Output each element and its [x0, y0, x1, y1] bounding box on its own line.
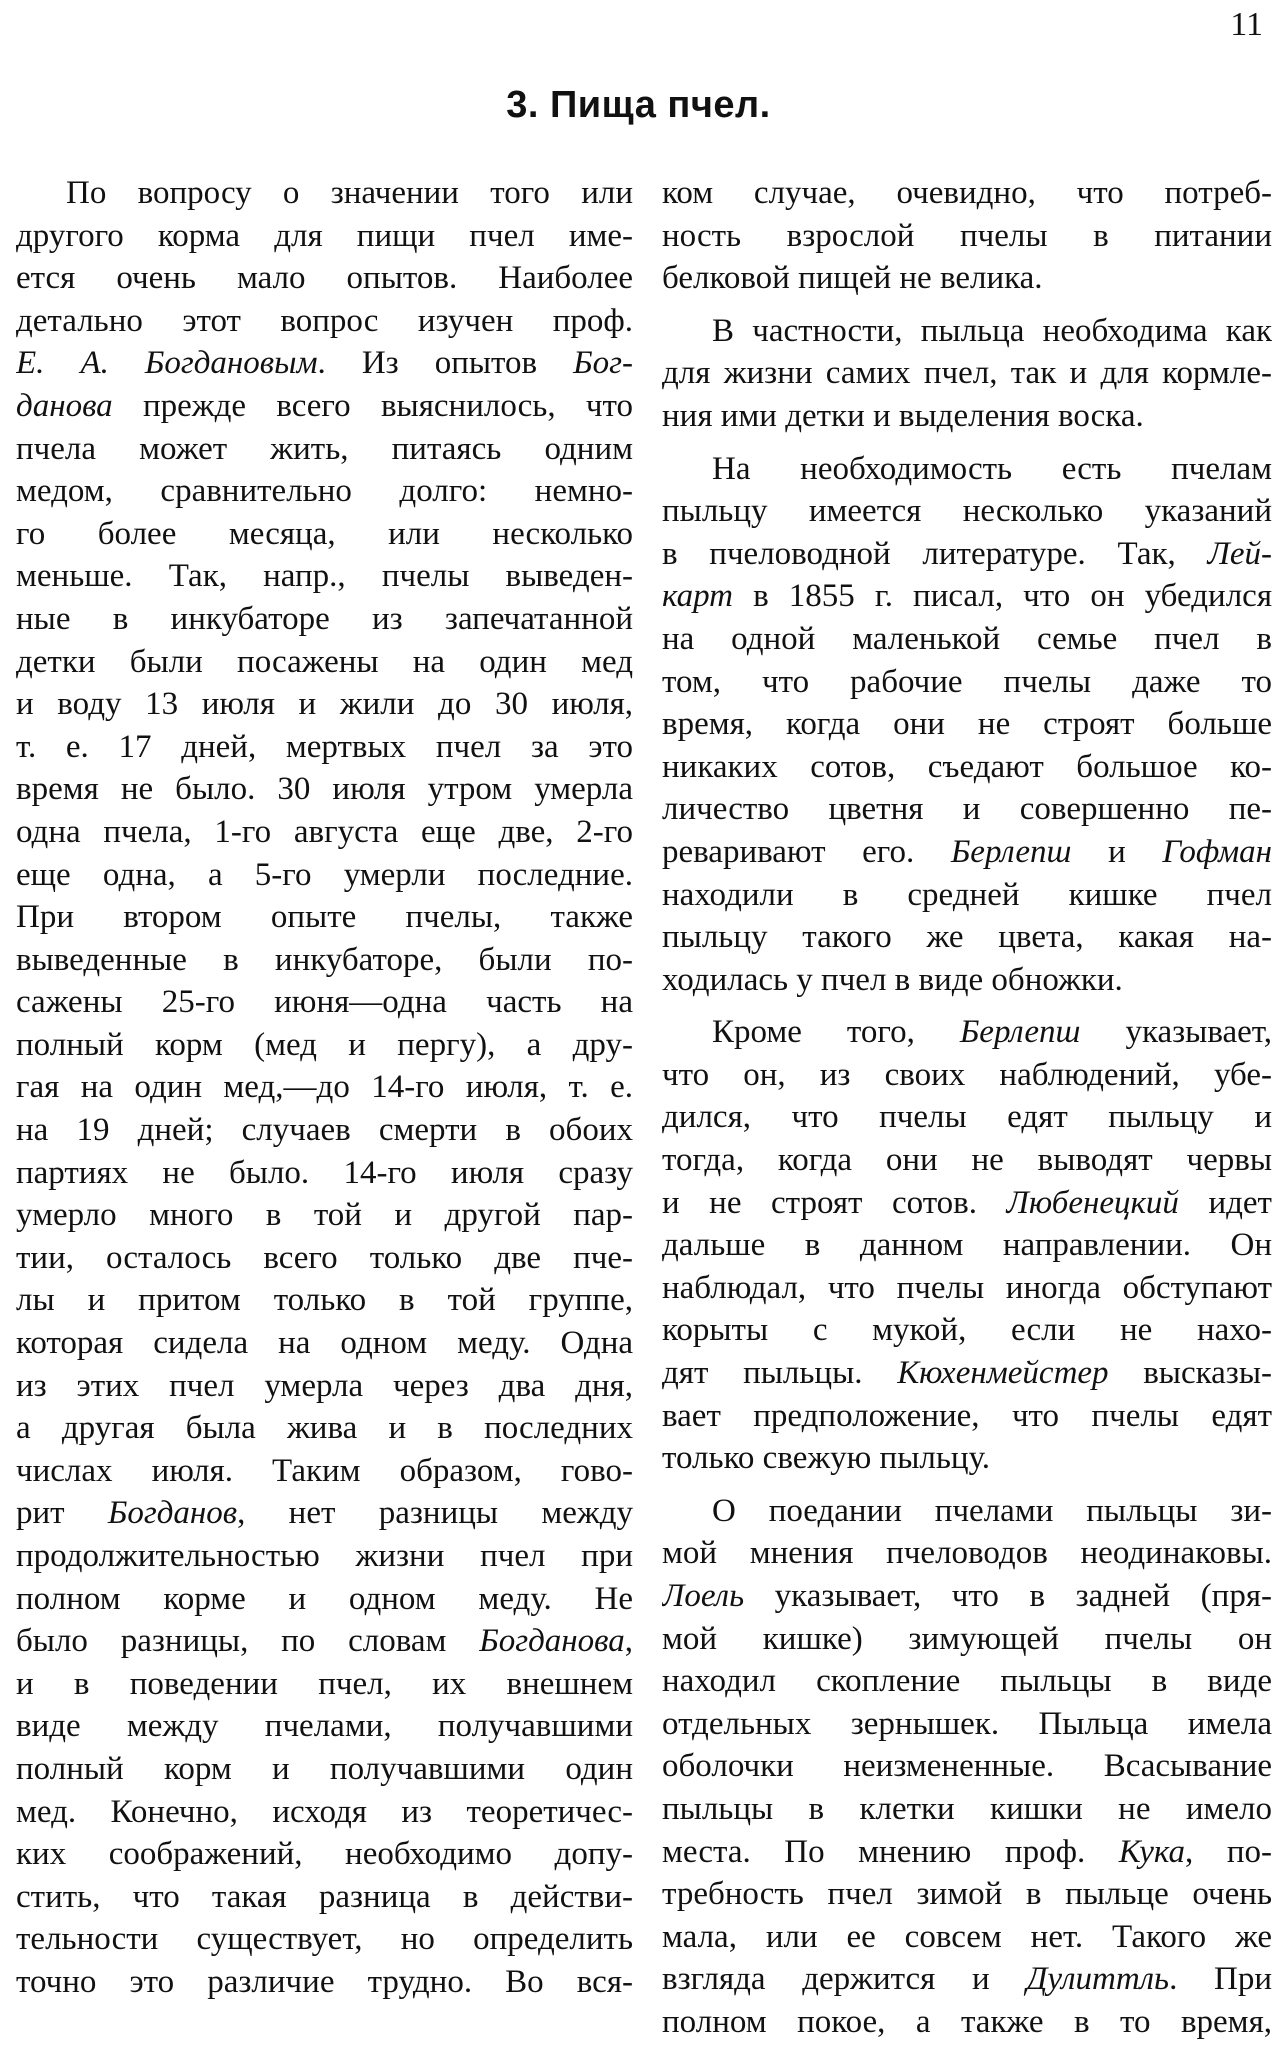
- text-line: и не строят сотов. Любенецкий идет: [662, 1184, 1272, 1221]
- text-line: ния ими детки и выделения воска.: [662, 397, 1144, 434]
- text-line: ется очень мало опытов. Наиболее: [16, 260, 633, 297]
- text-line: партиях не было. 14-го июля сразу: [16, 1154, 633, 1191]
- text-line: полный корм и получавшими один: [16, 1750, 633, 1787]
- text-line: О поедании пчелами пыльцы зи-: [712, 1492, 1272, 1529]
- text-line: лы и притом только в той группе,: [16, 1282, 633, 1319]
- text-line: детально этот вопрос изучен проф.: [16, 302, 633, 339]
- left-column: [16, 172, 633, 2004]
- text-line: мой кишке) зимующей пчелы он: [662, 1620, 1272, 1657]
- text-line: медом, сравнительно долго: немно-: [16, 473, 633, 510]
- text-line: которая сидела на одном меду. Одна: [16, 1325, 633, 1362]
- text-line: сажены 25-го июня—одна часть на: [16, 984, 633, 1021]
- paragraph-gap: [662, 300, 1272, 310]
- text-line: реваривают его. Берлепш и Гофман: [662, 833, 1272, 870]
- text-line: Лоель указывает, что в задней (пря-: [662, 1578, 1272, 1614]
- text-line: Е. А. Богдановым. Из опытов Бог-: [16, 345, 633, 382]
- text-line: рит Богданов, нет разницы между: [16, 1495, 633, 1532]
- text-line: наблюдал, что пчелы иногда обступают: [662, 1269, 1272, 1306]
- text-line: карт в 1855 г. писал, что он убедился: [662, 578, 1272, 615]
- text-line: время, когда они не строят больше: [662, 706, 1272, 743]
- text-line: мой мнения пчеловодов неодинаковы.: [662, 1535, 1272, 1572]
- text-line: полный корм (мед и пергу), а дру-: [16, 1026, 633, 1063]
- text-line: дальше в данном направлении. Он: [662, 1227, 1272, 1264]
- text-line: данова прежде всего выяснилось, что: [16, 387, 633, 424]
- text-line: никаких сотов, съедают большое ко-: [662, 748, 1272, 785]
- text-line: на 19 дней; случаев смерти в обоих: [16, 1112, 633, 1149]
- text-line: полном покое, а также в то время,: [662, 2003, 1272, 2040]
- text-line: том, что рабочие пчелы даже то: [662, 663, 1272, 700]
- text-line: взгляда держится и Дулиттль. При: [662, 1961, 1272, 1998]
- text-line: мала, или ее совсем нет. Такого же: [662, 1918, 1272, 1955]
- text-line: ность взрослой пчелы в питании: [662, 217, 1272, 254]
- text-line: тогда, когда они не выводят червы: [662, 1142, 1272, 1179]
- section-title: 3. Пища пчел.: [506, 84, 771, 126]
- text-line: что он, из своих наблюдений, убе-: [662, 1056, 1272, 1093]
- text-line: еще одна, а 5-го умерли последние.: [16, 856, 633, 893]
- text-line: отдельных зернышек. Пыльца имела: [662, 1705, 1272, 1742]
- text-line: детки были посажены на один мед: [16, 643, 633, 680]
- text-line: только свежую пыльцу.: [662, 1440, 991, 1477]
- text-line: из этих пчел умерла через два дня,: [16, 1367, 633, 1404]
- text-line: го более месяца, или несколько: [16, 515, 633, 552]
- text-line: а другая была жива и в последних: [16, 1410, 633, 1447]
- text-line: дился, что пчелы едят пыльцу и: [662, 1099, 1272, 1136]
- text-line: т. е. 17 дней, мертвых пчел за это: [16, 728, 633, 765]
- paragraph-gap: [662, 1480, 1272, 1490]
- text-line: вает предположение, что пчелы едят: [662, 1397, 1272, 1434]
- right-column: [662, 172, 1272, 2044]
- text-line: пыльцу такого же цвета, какая на-: [662, 919, 1272, 956]
- text-line: В частности, пыльца необходима как: [712, 312, 1272, 349]
- text-line: требность пчел зимой в пыльце очень: [662, 1876, 1272, 1913]
- text-line: и в поведении пчел, их внешнем: [16, 1665, 633, 1702]
- page-number: 11: [1230, 6, 1263, 43]
- text-line: точно это различие трудно. Во вся-: [16, 1963, 633, 2000]
- text-line: продолжительностью жизни пчел при: [16, 1538, 633, 1574]
- text-line: тельности существует, но определить: [16, 1921, 633, 1958]
- text-line: полном корме и одном меду. Не: [16, 1580, 633, 1617]
- text-line: Кроме того, Берлепш указывает,: [712, 1014, 1272, 1051]
- text-line: меньше. Так, напр., пчелы выведен-: [16, 558, 633, 595]
- text-line: пыльцы в клетки кишки не имело: [662, 1790, 1272, 1827]
- paragraph-gap: [662, 1001, 1272, 1011]
- text-line: мед. Конечно, исходя из теоретичес-: [16, 1793, 633, 1830]
- text-line: в пчеловодной литературе. Так, Лей-: [662, 535, 1272, 572]
- text-line: личество цветня и совершенно пе-: [662, 791, 1272, 828]
- text-line: При втором опыте пчелы, также: [16, 899, 633, 936]
- text-line: виде между пчелами, получавшими: [16, 1708, 633, 1745]
- text-line: тии, осталось всего только две пче-: [16, 1239, 633, 1276]
- text-line: было разницы, по словам Богданова,: [16, 1623, 633, 1660]
- text-line: находили в средней кишке пчел: [662, 876, 1272, 913]
- text-line: стить, что такая разница в действи-: [16, 1878, 633, 1915]
- text-line: другого корма для пищи пчел име-: [16, 217, 633, 254]
- text-line: дят пыльцы. Кюхенмейстер высказы-: [662, 1355, 1272, 1392]
- text-line: на одной маленькой семье пчел в: [662, 620, 1272, 657]
- text-line: выведенные в инкубаторе, были по-: [16, 941, 633, 978]
- text-line: На необходимость есть пчелам: [712, 450, 1272, 487]
- text-line: умерло много в той и другой пар-: [16, 1197, 633, 1234]
- text-line: корыты с мукой, если не нахо-: [662, 1312, 1272, 1349]
- text-line: пчела может жить, питаясь одним: [16, 430, 633, 467]
- text-line: числах июля. Таким образом, гово-: [16, 1452, 633, 1489]
- text-line: одна пчела, 1-го августа еще две, 2-го: [16, 813, 633, 850]
- text-line: ких соображений, необходимо допу-: [16, 1836, 633, 1873]
- text-line: места. По мнению проф. Кука, по-: [662, 1833, 1272, 1870]
- text-line: ходилась у пчел в виде обножки.: [662, 961, 1123, 998]
- text-line: оболочки неизмененные. Всасывание: [662, 1748, 1272, 1785]
- text-line: пыльцу имеется несколько указаний: [662, 493, 1272, 530]
- text-line: и воду 13 июля и жили до 30 июля,: [16, 686, 633, 723]
- text-line: белковой пищей не велика.: [662, 260, 1043, 297]
- text-line: находил скопление пыльцы в виде: [662, 1663, 1272, 1700]
- text-line: для жизни самих пчел, так и для кормле-: [662, 355, 1272, 392]
- text-line: время не было. 30 июля утром умерла: [16, 771, 633, 808]
- text-line: ные в инкубаторе из запечатанной: [16, 600, 633, 637]
- text-line: По вопросу о значении того или: [66, 175, 633, 211]
- text-line: ком случае, очевидно, что потреб-: [662, 175, 1272, 211]
- text-line: гая на один мед,—до 14-го июля, т. е.: [16, 1069, 633, 1106]
- paragraph-gap: [662, 438, 1272, 448]
